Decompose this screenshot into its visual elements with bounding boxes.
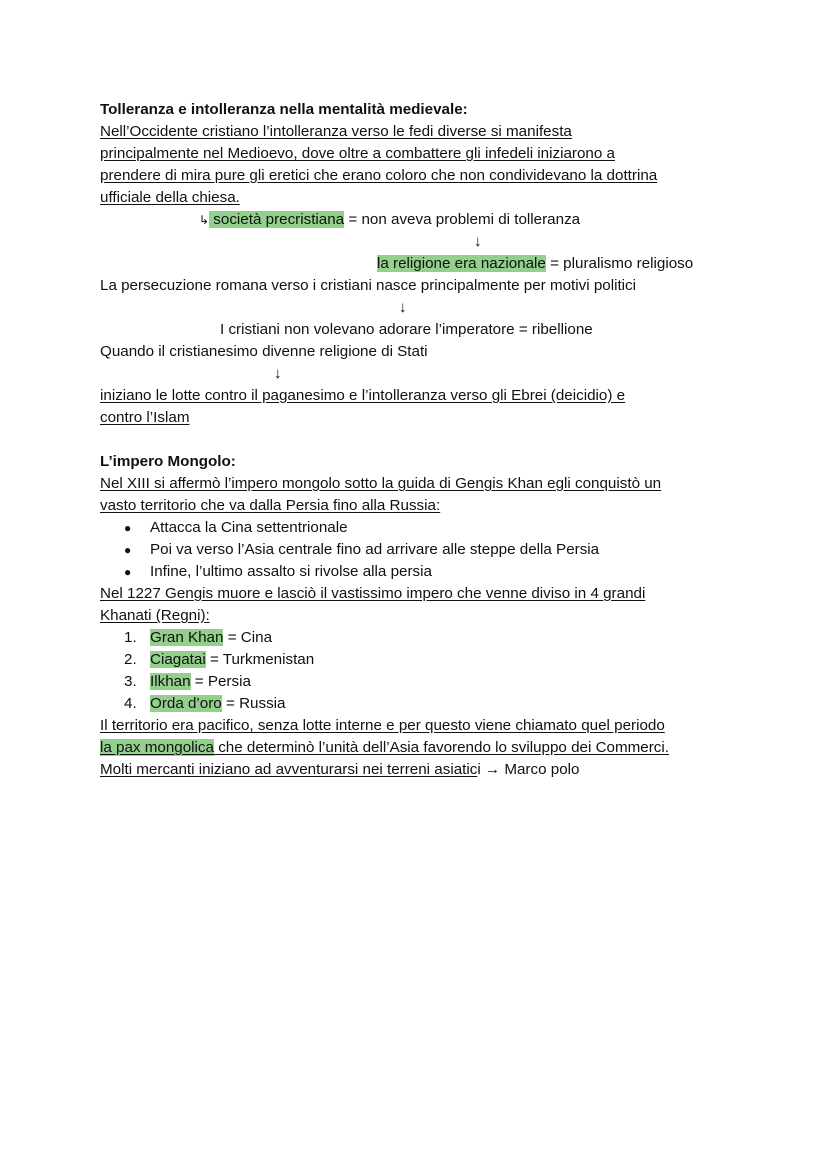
highlight-pax: la pax mongolica (100, 739, 214, 756)
precristiana-text: = non aveva problemi di tolleranza (344, 211, 581, 228)
state-religion-line: Quando il cristianesimo divenne religione di Stati (100, 343, 428, 360)
khanate-entry (150, 650, 314, 670)
khanate-entry (150, 628, 272, 648)
nazionale-line (377, 254, 693, 274)
paragraph-line: prendere di mira pure gli eretici che erano coloro che non condividevano la dottrina (100, 167, 658, 184)
list-number: 4. (124, 695, 137, 712)
bullet-text: Attacca la Cina settentrionale (150, 519, 348, 536)
down-arrow-icon: ↓ (274, 365, 282, 382)
merchants-tail: i → Marco polo (477, 761, 580, 778)
paragraph-line: vasto territorio che va dalla Persia fino alla Russia: (100, 497, 441, 514)
merchants-line (100, 760, 579, 780)
highlight-khanate: Gran Khan (150, 629, 224, 646)
highlight-khanate: Ilkhan (150, 673, 191, 690)
struggles-line: contro l’Islam (100, 409, 190, 426)
pax-text: che determinò l’unità dell’Asia favorendo lo sviluppo dei Commerci. (213, 739, 669, 756)
bullet-icon: ● (124, 521, 132, 535)
bullet-text: Poi va verso l’Asia centrale fino ad arrivare alle steppe della Persia (150, 541, 600, 558)
persecution-line: La persecuzione romana verso i cristiani nasce principalmente per motivi politici (100, 277, 637, 294)
khanate-entry (150, 672, 251, 692)
down-arrow-icon: ↓ (399, 299, 407, 316)
khanate-region: = Russia (221, 695, 286, 712)
khanate-region: = Cina (223, 629, 273, 646)
section-title-mongolo: L’impero Mongolo: (100, 453, 236, 470)
paragraph-line: Il territorio era pacifico, senza lotte interne e per questo viene chiamato quel periodo (100, 717, 665, 734)
paragraph-line: Nel 1227 Gengis muore e lasciò il vastissimo impero che venne diviso in 4 grandi (100, 585, 646, 602)
highlight-precristiana: società precristiana (209, 211, 345, 228)
paragraph-line: principalmente nel Medioevo, dove oltre a combattere gli infedeli iniziarono a (100, 145, 615, 162)
highlight-khanate: Ciagatai (150, 651, 206, 668)
precristiana-line (199, 210, 580, 230)
khanate-region: = Persia (190, 673, 251, 690)
sub-arrow-icon: ↳ (199, 213, 210, 227)
paragraph-line: Nell’Occidente cristiano l’intolleranza verso le fedi diverse si manifesta (100, 123, 572, 140)
highlight-khanate: Orda d’oro (150, 695, 222, 712)
paragraph-line: Khanati (Regni): (100, 607, 210, 624)
khanate-entry (150, 694, 286, 714)
pax-line (100, 738, 669, 758)
list-number: 2. (124, 651, 137, 668)
paragraph-line: Nel XIII si affermò l’impero mongolo sotto la guida di Gengis Khan egli conquistò un (100, 475, 662, 492)
highlight-nazionale: la religione era nazionale (377, 255, 546, 272)
list-number: 1. (124, 629, 137, 646)
down-arrow-icon: ↓ (474, 233, 482, 250)
khanate-region: = Turkmenistan (205, 651, 315, 668)
bullet-icon: ● (124, 565, 132, 579)
section-title-tolleranza: Tolleranza e intolleranza nella mentalità medievale: (100, 101, 468, 118)
paragraph-line: ufficiale della chiesa. (100, 189, 240, 206)
list-number: 3. (124, 673, 137, 690)
nazionale-text: = pluralismo religioso (545, 255, 694, 272)
christians-line: I cristiani non volevano adorare l’imperatore = ribellione (220, 321, 593, 338)
bullet-text: Infine, l’ultimo assalto si rivolse alla persia (150, 563, 432, 580)
struggles-line: iniziano le lotte contro il paganesimo e l’intolleranza verso gli Ebrei (deicidio) e (100, 387, 626, 404)
merchants-text: Molti mercanti iniziano ad avventurarsi nei terreni asiatic (100, 761, 478, 778)
bullet-icon: ● (124, 543, 132, 557)
